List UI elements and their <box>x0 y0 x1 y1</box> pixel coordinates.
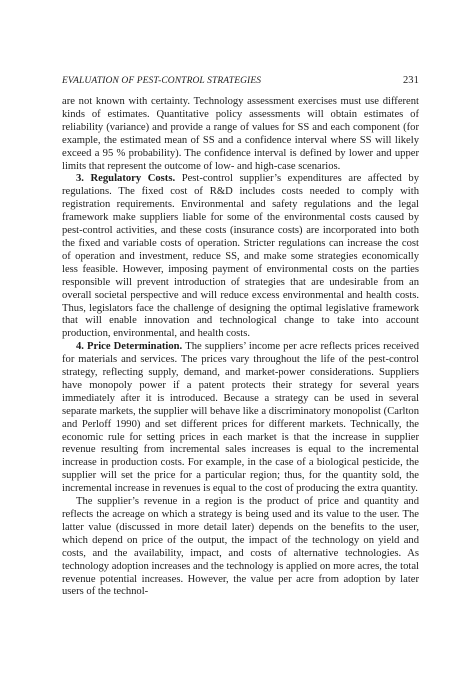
paragraph-supplier-revenue <box>62 496 419 599</box>
page-number: 231 <box>402 75 419 86</box>
section-heading-regulatory-costs: 3. Regulatory Costs. <box>76 173 182 185</box>
paragraph-text: are not known with certainty. Technology assessment exercises must use different kinds of estimates. Quantitative policy assessments will obtain estimates of reliability (variance) and provide a range of values for SS and each component (for example, the estimated mean of SS and a confidence interval where SS will likely exceed a 95 % probability). The confidence interval is defined by lower and upper limits that represent the outcome of low- and high-case scenarios. <box>62 96 419 172</box>
paragraph-regulatory-costs <box>62 173 419 341</box>
section-heading-price-determination: 4. Price Determination. <box>76 341 186 353</box>
running-header <box>62 75 419 86</box>
paragraph-text: The suppliers’ income per acre reflects prices received for materials and services. The prices vary throughout the life of the pest-control strategy, reflecting supply, demand, and market-power considerations. Suppliers have monopoly power if a patent protects their strategy for several years immediately after it is introduced. Because a strategy can be used in several separate markets, the supplier will behave like a discriminatory monopolist (Carlton and Perloff 1990) and set different prices for different markets. Technically, the economic rule for setting prices in each market is that the increase in supplier revenue resulting from incremental sales increases is equal to the incremental increase in production costs. For example, in the case of a biological pesticide, the supplier will set the price for a particular region; thus, for the quantity sold, the incremental increase in revenues is equal to the cost of producing the extra quantity. <box>62 341 419 495</box>
body-text <box>62 96 419 599</box>
paragraph-continuation <box>62 96 419 173</box>
paragraph-text: Pest-control supplier’s expenditures are affected by regulations. The fixed cost of R&D includes costs needed to comply with registration requirements. Environmental and safety regulations and the legal framework make suppliers liable for some of the environmental costs caused by pest-control activities, and these costs (insurance costs) are incorporated into both the fixed and variable costs of operation. Stricter regulations can increase the cost of operation and investment, reduce SS, and make some strategies economically less feasible. However, imposing payment of environmental costs on the parties responsible will prevent introduction of strategies that are undesirable from an overall societal perspective and will reduce excess environmental and health costs. Thus, legislators face the challenge of designing the optimal legislative framework that will enable innovation and technological change to take into account production, environmental, and health costs. <box>62 173 420 340</box>
paragraph-text: The supplier’s revenue in a region is the product of price and quantity and reflects the acreage on which a strategy is being used and its value to the user. The latter value (discussed in more detail later) depends on the benefits to the user, which depend on price of the output, the impact of the technology on yield and costs, and the availability, impact, and costs of alternative technologies. As technology adoption increases and the technology is applied on more acres, the total revenue potential increases. However, the value per acre from adoption by later users of the technol- <box>62 496 419 598</box>
paragraph-price-determination <box>62 341 419 496</box>
running-title: EVALUATION OF PEST-CONTROL STRATEGIES <box>62 76 262 86</box>
